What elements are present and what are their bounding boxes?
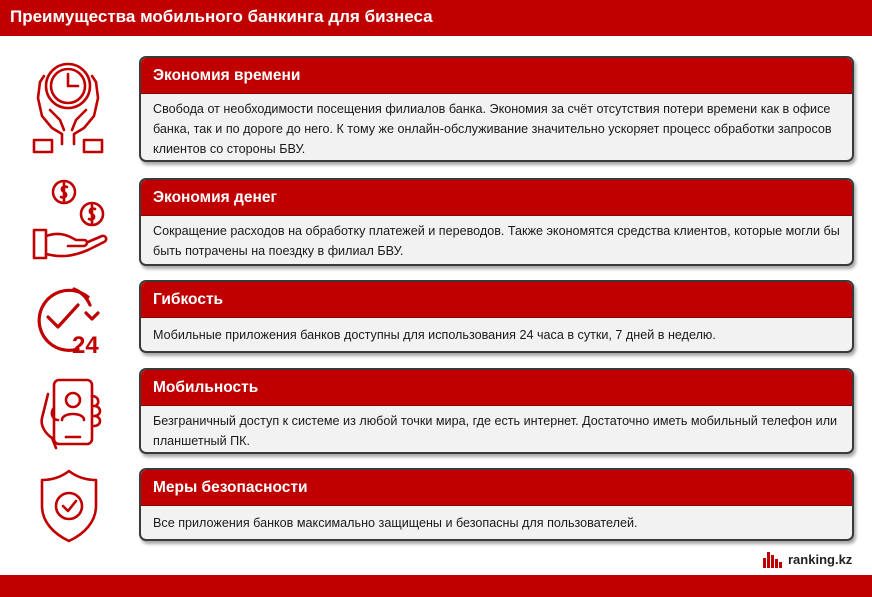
benefit-card-header	[141, 282, 852, 318]
benefit-title: Мобильность	[153, 379, 259, 396]
header-bar	[0, 0, 872, 36]
brand-name: ranking.kz	[788, 551, 853, 567]
page-title: Преимущества мобильного банкинга для бизнеса	[10, 7, 433, 26]
benefit-text: Все приложения банков максимально защищены и безопасны для пользователей.	[153, 516, 638, 530]
benefit-text: Безграничный доступ к системе из любой точки мира, где есть интернет. Достаточно иметь мобильный телефон или планшетный ПК.	[153, 414, 838, 448]
twenty-four-label: 24	[72, 332, 99, 357]
benefit-card-header	[141, 180, 852, 216]
shield-check-icon	[38, 468, 100, 544]
benefit-card-header	[141, 58, 852, 94]
footer-bar	[0, 575, 872, 597]
benefit-card-time	[139, 56, 854, 162]
benefit-title: Экономия времени	[153, 67, 301, 84]
benefit-card-mobility	[139, 368, 854, 454]
benefit-title: Гибкость	[153, 291, 224, 308]
benefit-text: Сокращение расходов на обработку платежей и переводов. Также экономятся средства клиентов, которые могли бы быть потрачены на поездку в филиал БВУ.	[153, 224, 840, 258]
benefit-text: Свобода от необходимости посещения филиалов банка. Экономия за счёт отсутствия потери времени как в офисе банка, так и по дороге до него. К тому же онлайн-обслуживание значительно ускоряет процесс обработки запросов клиентов со стороны БВУ.	[153, 102, 832, 156]
benefit-card-security	[139, 468, 854, 541]
clock-in-hands-icon	[22, 58, 114, 154]
benefit-title: Меры безопасности	[153, 479, 308, 496]
benefit-card-flexibility	[139, 280, 854, 353]
benefit-card-header	[141, 370, 852, 406]
brand-logo	[763, 548, 852, 570]
benefit-card-money	[139, 178, 854, 266]
money-hand-icon	[32, 178, 110, 264]
benefit-card-header	[141, 470, 852, 506]
benefit-text: Мобильные приложения банков доступны для использования 24 часа в сутки, 7 дней в неделю.	[153, 328, 716, 342]
bar-chart-logo-icon	[763, 550, 783, 568]
benefit-title: Экономия денег	[153, 189, 277, 206]
phone-hand-icon	[36, 376, 106, 452]
check-24-icon	[28, 283, 112, 357]
